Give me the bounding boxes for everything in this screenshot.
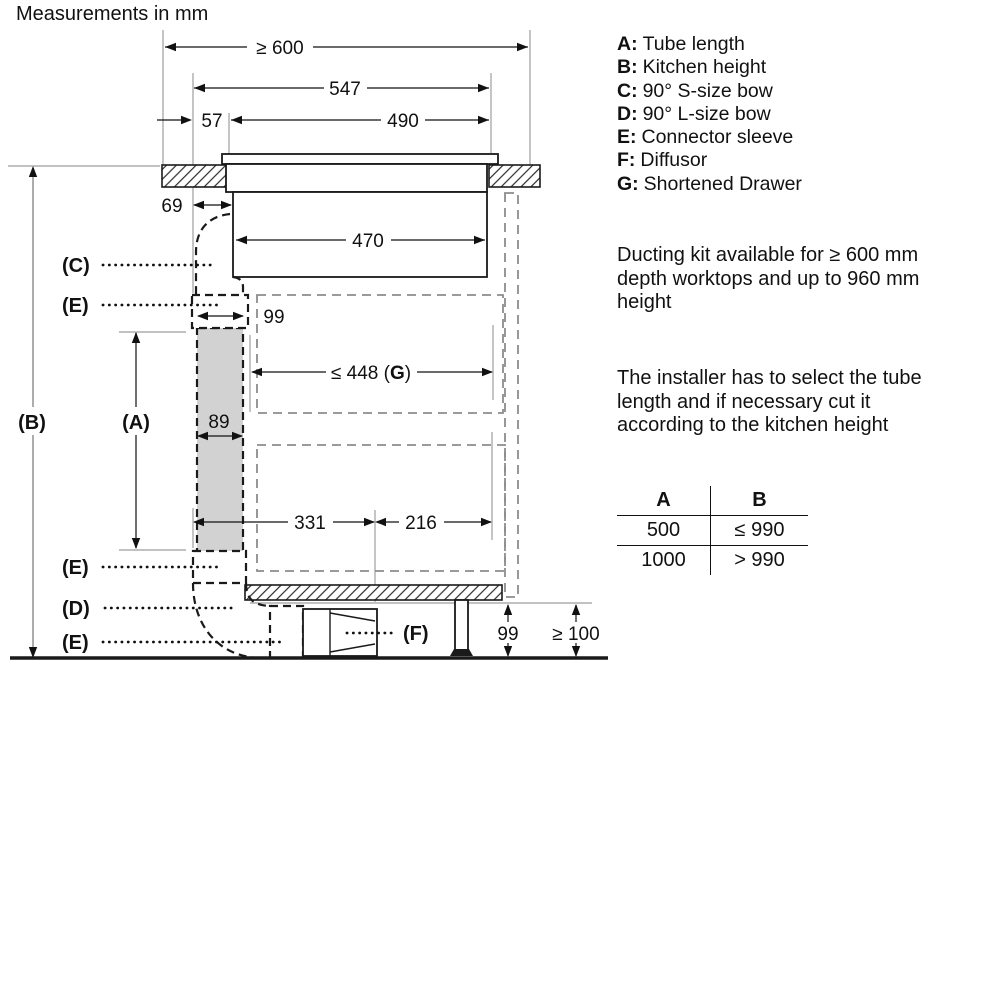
table-header-row xyxy=(617,486,808,516)
dim-front-clear: 331 xyxy=(294,513,326,534)
legend-key: D: xyxy=(617,102,638,125)
legend-item xyxy=(617,173,802,196)
callout-e2: (E) xyxy=(62,557,89,579)
legend-label: Connector sleeve xyxy=(641,126,794,149)
note-ducting-kit xyxy=(617,244,919,315)
dim-cutout-depth: 490 xyxy=(387,111,419,132)
table-cell-b: > 990 xyxy=(734,549,785,571)
worktop-hatch-right xyxy=(489,165,540,187)
cabinet-leg xyxy=(450,600,473,656)
note-line: depth worktops and up to 960 mm xyxy=(617,267,920,290)
legend-key: A: xyxy=(617,33,638,55)
connector-sleeve-mid xyxy=(193,551,246,583)
note-line: The installer has to select the tube xyxy=(617,367,922,389)
dim-hob-total-depth: 547 xyxy=(329,79,361,100)
dimension-lines xyxy=(29,43,580,658)
dim-bow-offset: 69 xyxy=(161,196,183,217)
callout-c: (C) xyxy=(62,255,90,277)
dim-drawer-depth: ≤ 448 (G) xyxy=(330,363,412,384)
legend-item xyxy=(617,149,802,172)
legend-label: Kitchen height xyxy=(642,56,767,79)
dim-rear-clear: 216 xyxy=(405,513,437,534)
connector-sleeve-top xyxy=(192,295,248,328)
table-row xyxy=(617,546,808,576)
legend-key: G: xyxy=(617,172,639,195)
rear-channel-outline xyxy=(505,193,518,597)
legend-label: Shortened Drawer xyxy=(643,172,802,195)
legend-key: B: xyxy=(617,56,638,79)
note-installer xyxy=(617,367,922,438)
callout-f: (F) xyxy=(403,623,429,645)
table-cell-b: ≤ 990 xyxy=(711,516,809,546)
callout-d: (D) xyxy=(62,598,90,620)
hob-upper-body xyxy=(226,164,487,192)
tube-length-table xyxy=(617,486,808,575)
legend-label: 90° S-size bow xyxy=(642,79,773,102)
dim-plinth-height: 99 xyxy=(497,624,519,645)
callout-a: (A) xyxy=(122,412,150,434)
hob-glass-top xyxy=(222,154,498,164)
note-line: Ducting kit available for ≥ 600 mm xyxy=(617,244,919,266)
legend-item xyxy=(617,126,802,149)
page-title: Measurements in mm xyxy=(16,3,209,25)
callout-e3: (E) xyxy=(62,632,89,654)
table-header-a: A xyxy=(617,486,711,516)
legend-item xyxy=(617,80,802,103)
table-cell-a: 1000 xyxy=(617,546,711,576)
table-cell-a: 500 xyxy=(617,516,711,546)
dim-sleeve-width: 99 xyxy=(263,307,285,328)
lower-drawer-outline xyxy=(257,445,505,571)
s-size-bow-inner xyxy=(233,277,243,295)
legend-key: E: xyxy=(617,126,637,149)
legend xyxy=(617,33,802,196)
legend-item xyxy=(617,103,802,126)
label-backplates xyxy=(13,36,607,643)
note-line: according to the kitchen height xyxy=(617,414,889,436)
legend-key: F: xyxy=(617,149,636,172)
note-line: height xyxy=(617,291,672,313)
table-row xyxy=(617,516,808,546)
cabinet-bottom-board xyxy=(245,585,502,600)
hob xyxy=(222,154,498,277)
connector-sleeve-bottom xyxy=(270,606,303,658)
dim-floor-clearance: ≥ 100 xyxy=(552,624,600,645)
legend-label: 90° L-size bow xyxy=(642,102,771,125)
dim-front-offset: 57 xyxy=(201,111,223,132)
legend-item xyxy=(617,56,802,79)
dim-worktop-depth: ≥ 600 xyxy=(256,38,304,59)
installation-diagram xyxy=(0,0,620,700)
legend-key: C: xyxy=(617,79,638,102)
callout-e1: (E) xyxy=(62,295,89,317)
callout-b: (B) xyxy=(18,412,46,434)
note-line: length and if necessary cut it xyxy=(617,390,871,413)
legend-label: Diffusor xyxy=(640,149,708,172)
dim-tube-width: 89 xyxy=(208,412,230,433)
worktop-hatch-left xyxy=(162,165,231,187)
s-size-bow-outer xyxy=(196,214,230,295)
shortened-drawer-outline xyxy=(257,295,503,413)
table-header-b: B xyxy=(711,486,809,516)
legend-item xyxy=(617,33,802,56)
dim-body-depth: 470 xyxy=(352,231,384,252)
legend-label: Tube length xyxy=(642,33,745,55)
